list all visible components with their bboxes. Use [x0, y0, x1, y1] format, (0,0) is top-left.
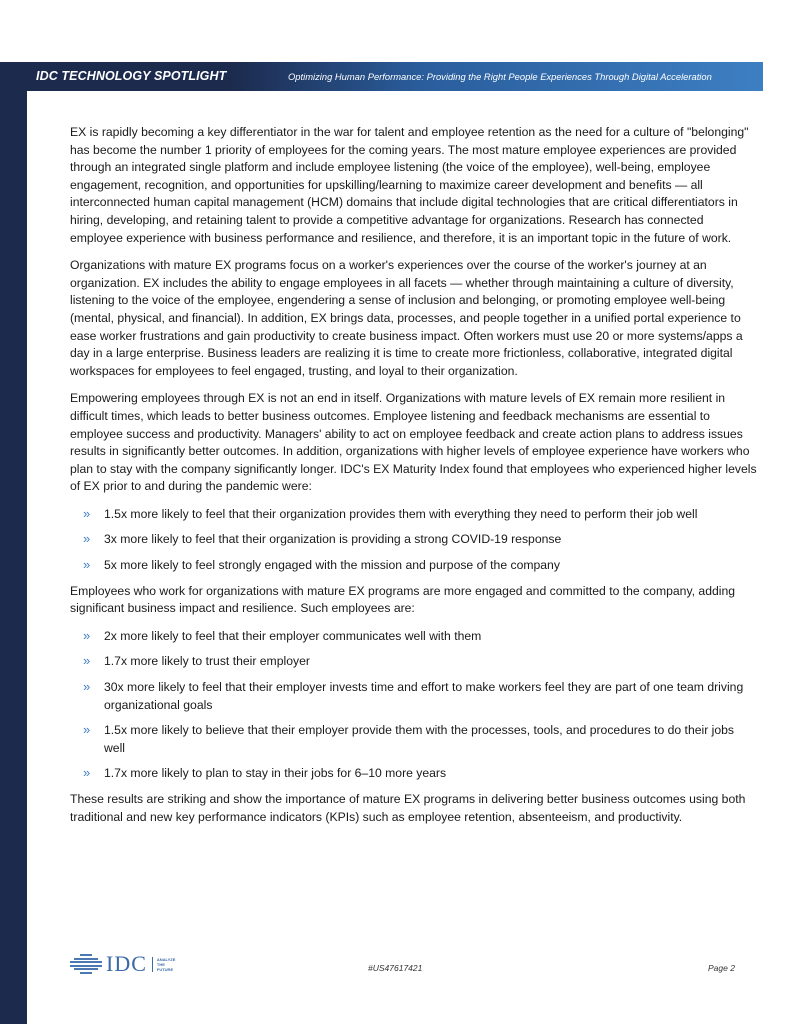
list-item: » 1.7x more likely to trust their employer — [83, 653, 310, 669]
chevron-right-icon: » — [83, 531, 91, 547]
chevron-right-icon: » — [83, 765, 91, 781]
logo-text: IDC — [106, 951, 147, 976]
list-item: » 1.5x more likely to feel that their organization provides them with everything they need to perform their job well — [83, 505, 698, 521]
chevron-right-icon: » — [83, 722, 91, 738]
left-rail — [0, 62, 27, 1024]
list-item: » 1.5x more likely to believe that their employer provide them with the processes, tools, and procedures to do their jobs well — [83, 722, 735, 755]
chevron-right-icon: » — [83, 679, 91, 695]
list-item: » 3x more likely to feel that their organization is providing a strong COVID-19 response — [83, 531, 562, 547]
paragraph-3: Empowering employees through EX is not an end in itself. Organizations with mature levels of EX remain more resilient in difficult times, which leads to better business outcomes. Employee listening and feedback mechanisms are essential to employee success and productivity. Managers' ability to act on employee feedback and create action plans to address issues results in significantly better outcomes. In addition, organizations with higher levels of employee experience have workers who plan to stay with the company significantly longer. IDC's EX Maturity Index found that employees who experienced higher levels of EX prior to and during the pandemic were: — [70, 391, 757, 494]
page-footer — [70, 953, 740, 977]
paragraph-5: These results are striking and show the importance of mature EX programs in delivering better business outcomes using both traditional and new key performance indicators (KPIs) such as employee retention, absenteeism, and productivity. — [70, 792, 746, 824]
bullet-list-2 — [70, 628, 758, 783]
paragraph-2: Organizations with mature EX programs focus on a worker's experiences over the course of the worker's journey at an organization. EX includes the ability to engage employees in all facets — whether through maintaining a culture of diversity, listening to the voice of the employee, engendering a sense of inclusion and belonging, or promoting employee well-being (mental, physical, and financial). In addition, EX brings data, processes, and people together in a unified portal experience to ease worker frustrations and gain productivity to create business impact. Often workers must use 20 or more systems/apps a day in a large enterprise. Business leaders are realizing it is time to create more frictionless, collaborative, integrated digital workspaces for employees to feel engaged, trusting, and loyal to their organization. — [70, 258, 743, 378]
header-band — [0, 62, 763, 91]
document-id: #US47617421 — [368, 963, 423, 973]
paragraph-4: Employees who work for organizations with mature EX programs are more engaged and committed to the company, adding significant business impact and resilience. Such employees are: — [70, 583, 736, 616]
main-content — [70, 124, 758, 836]
list-item: » 30x more likely to feel that their employer invests time and effort to make workers feel they are part of one team driving organizational goals — [83, 679, 744, 712]
globe-lines-icon — [70, 954, 102, 974]
logo-tagline: ANALYZE THE FUTURE — [152, 957, 176, 972]
list-item: » 5x more likely to feel strongly engaged with the mission and purpose of the company — [83, 557, 560, 573]
chevron-right-icon: » — [83, 627, 91, 643]
spotlight-label: IDC TECHNOLOGY SPOTLIGHT — [36, 69, 227, 83]
document-subtitle: Optimizing Human Performance: Providing the Right People Experiences Through Digital Acceleration — [288, 71, 712, 82]
chevron-right-icon: » — [83, 653, 91, 669]
list-item: » 2x more likely to feel that their employer communicates well with them — [83, 627, 482, 643]
list-item: » 1.7x more likely to plan to stay in their jobs for 6–10 more years — [83, 765, 447, 781]
bullet-list-1 — [70, 506, 758, 575]
chevron-right-icon: » — [83, 557, 91, 573]
paragraph-1: EX is rapidly becoming a key differentiator in the war for talent and employee retention as the need for a culture of "belonging" has become the number 1 priority of employees for the coming years. The most mature employee experiences are provided through an integrated single platform and include employee listening (the voice of the employee), well-being, employee engagement, recognition, and opportunities for upskilling/learning to maximize career development and benefits — all interconnected human capital management (HCM) domains that include digital technologies that are critical differentiators in hiring, developing, and retaining talent to provide a competitive advantage for organizations. Research has connected employee experience with business performance and resilience, and therefore, it is an important topic in the future of work. — [70, 125, 749, 245]
idc-logo — [70, 953, 175, 975]
page-number: Page 2 — [708, 963, 735, 973]
chevron-right-icon: » — [83, 505, 91, 521]
